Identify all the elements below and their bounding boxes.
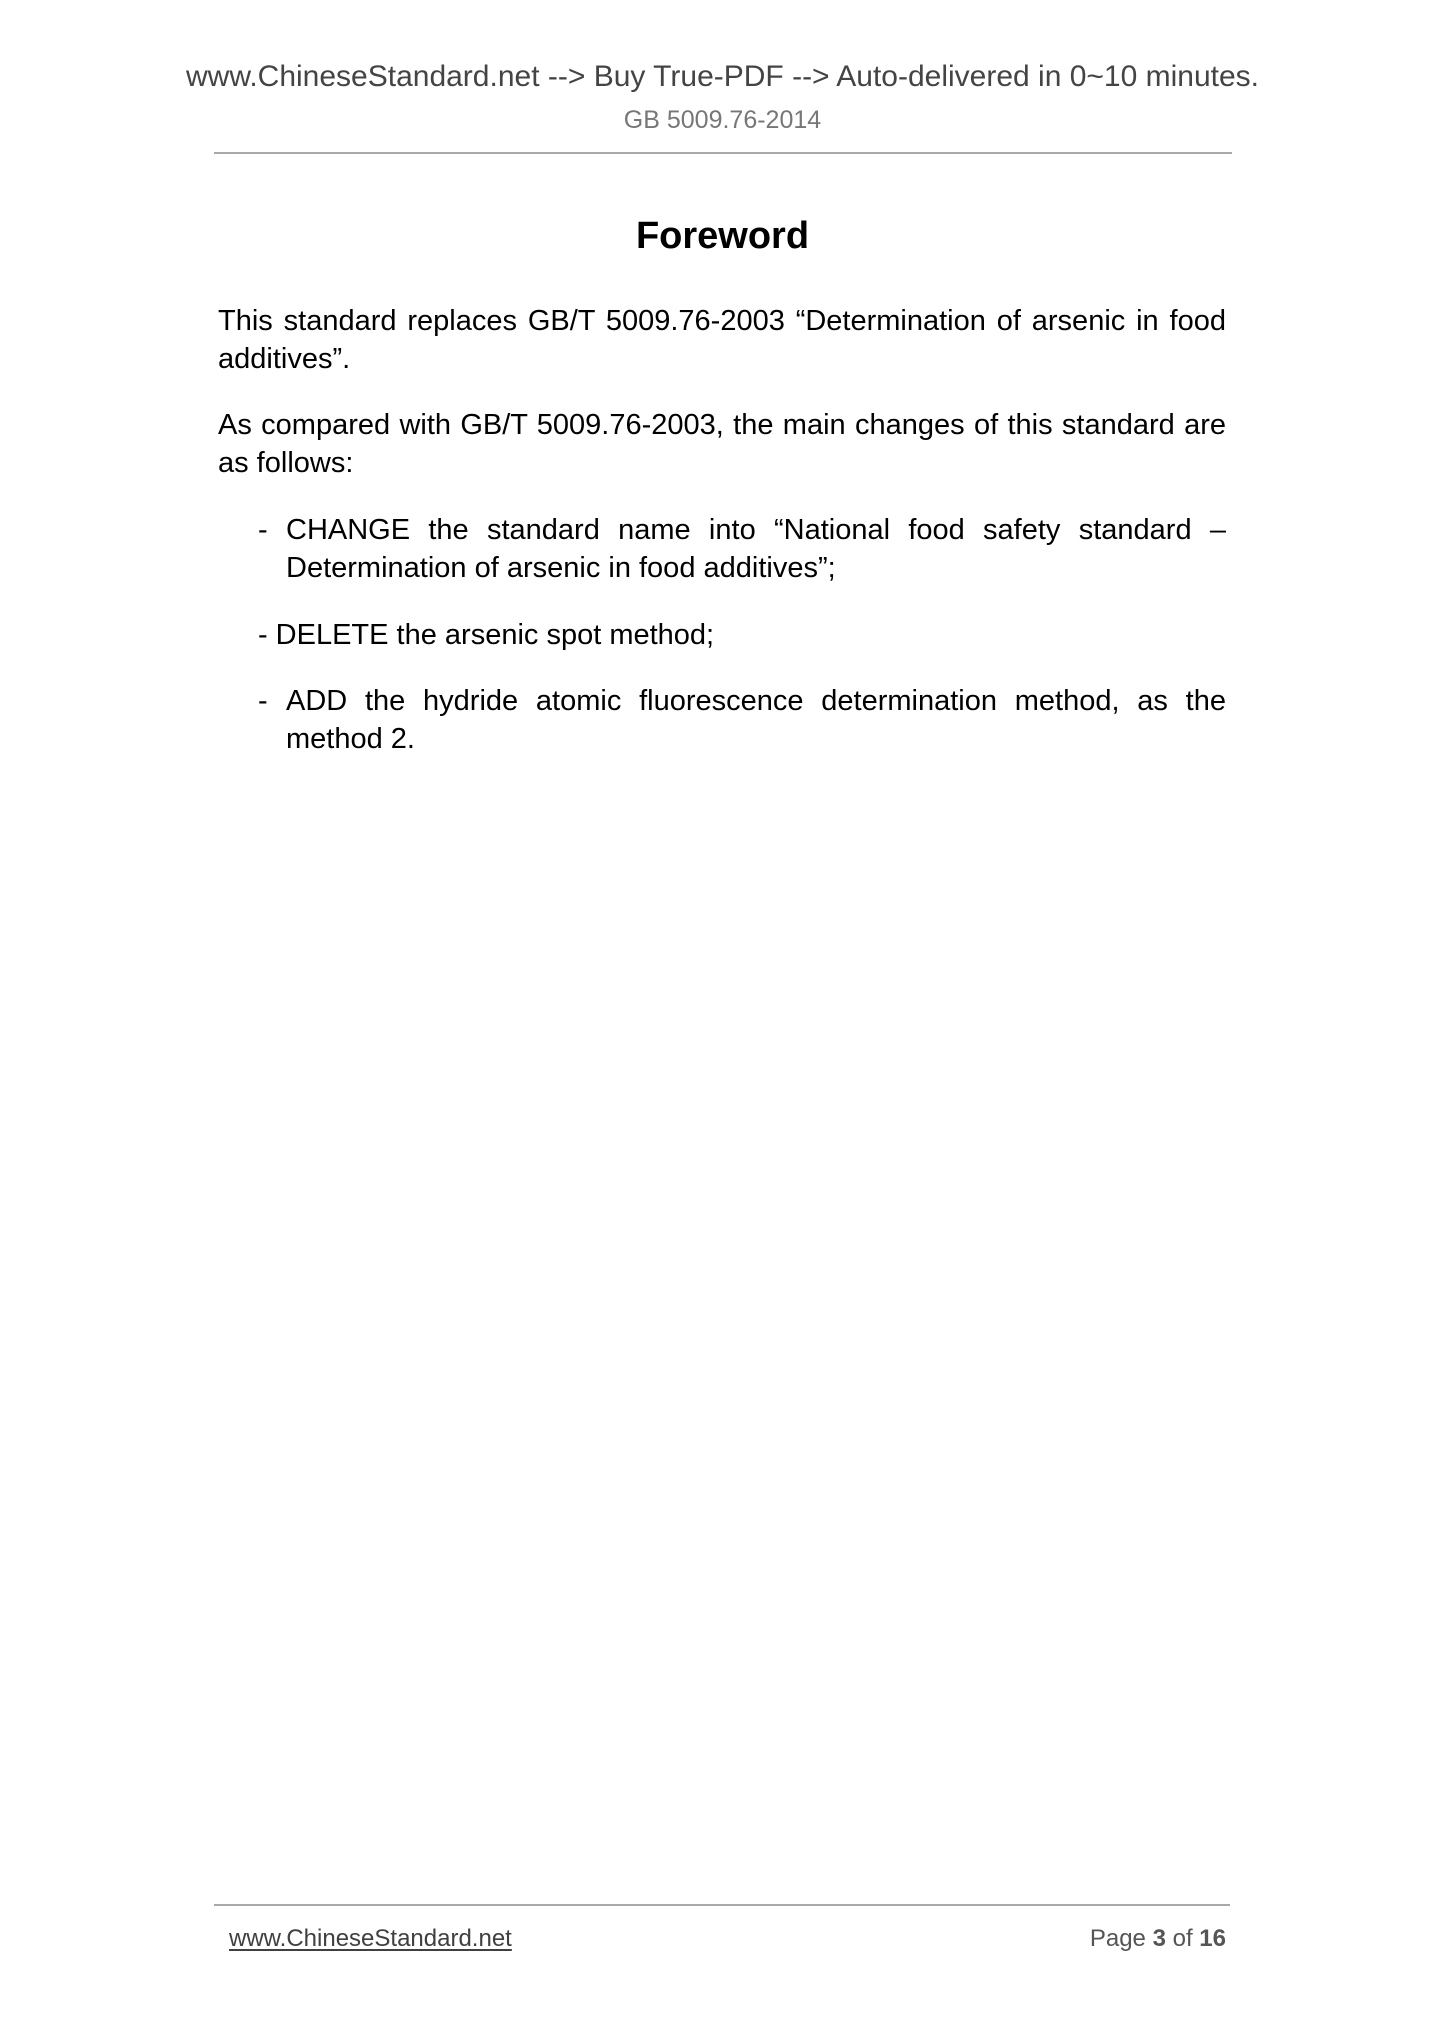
page-prefix: Page (1089, 1925, 1146, 1952)
header-banner: www.ChineseStandard.net --> Buy True-PDF --> Auto-delivered in 0~10 minutes. (185, 60, 1260, 93)
dash-bullet-icon: - (258, 685, 268, 717)
page-indicator (1090, 1925, 1226, 1953)
change-item-delete (258, 616, 1226, 654)
paragraph-changes-intro: As compared with GB/T 5009.76-2003, the main changes of this standard are as follows: (218, 409, 1226, 479)
change-item-add (258, 682, 1226, 758)
footer-website-link[interactable]: www.ChineseStandard.net (229, 1925, 512, 1952)
dash-bullet-icon: - (258, 514, 268, 546)
current-page-number: 3 (1152, 1925, 1166, 1952)
page-title: Foreword (635, 215, 810, 257)
change-item-text: ADD the hydride atomic fluorescence determination method, as the method 2. (286, 685, 1226, 755)
change-item-rename (258, 511, 1226, 587)
page-separator: of (1172, 1925, 1193, 1952)
footer-divider (214, 1904, 1230, 1906)
paragraph-replaces: This standard replaces GB/T 5009.76-2003 “Determination of arsenic in food additives”. (218, 305, 1226, 375)
total-pages-number: 16 (1199, 1925, 1226, 1952)
dash-bullet-icon: - (258, 619, 268, 651)
change-item-text: CHANGE the standard name into “National food safety standard – Determination of arsenic in food additives”; (286, 514, 1226, 584)
standard-code: GB 5009.76-2014 (623, 106, 822, 134)
change-item-text: DELETE the arsenic spot method; (275, 619, 715, 651)
header-divider (214, 152, 1232, 154)
